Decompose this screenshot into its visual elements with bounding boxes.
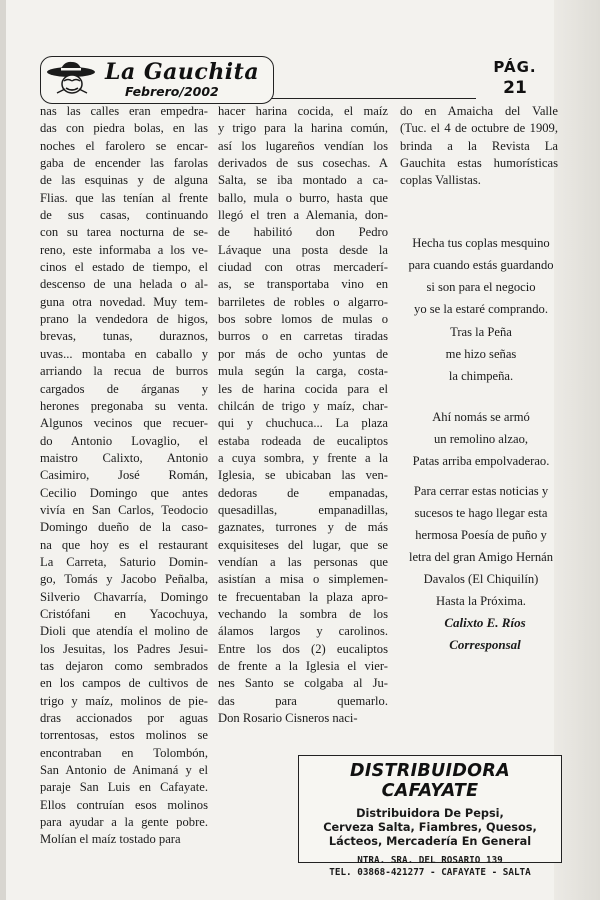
copla-line: Davalos (El Chiquilín) [423, 572, 539, 586]
text-line: así los lugareños vendían los [218, 138, 388, 153]
text-line: llegó el tren a Alemania, don- [218, 208, 388, 223]
text-line: gaznates, turrones y de más [218, 520, 388, 535]
text-line: derivados de sus cosechas. A [218, 156, 388, 171]
copla-stanza [398, 232, 564, 320]
text-line: Lávaque una posta desde la [218, 242, 388, 257]
text-line: La Carreta, Saturio Domin- [40, 554, 208, 569]
text-line: Flias. que las tenían al frente [40, 190, 208, 205]
text-line: na que hoy es el restaurant [40, 537, 208, 552]
text-line: vechando la sombra de los [218, 606, 388, 621]
text-line: nes Santo se colgaba al Ju- [218, 676, 388, 691]
text-line: Algunos vecinos que recuer- [40, 416, 208, 431]
copla-line: letra del gran Amigo Hernán [408, 550, 554, 564]
text-line: mula según la carga, costa- [218, 364, 388, 379]
text-line: Cecilio Domingo que antes [40, 485, 208, 500]
text-line: coplas Vallistas. [400, 173, 481, 188]
copla-line: Tras la Peña [450, 325, 512, 339]
ad-title: DISTRIBUIDORA CAFAYATE [350, 761, 510, 801]
text-line: Don Rosario Cisneros naci- [218, 711, 358, 726]
masthead-date: Febrero/2002 [125, 84, 219, 99]
text-line: encontraban en Tolombón, [40, 745, 208, 760]
text-line: bos sobre lomos de mulas o [218, 312, 388, 327]
text-line: Silverio Chavarría, Domingo [40, 589, 208, 604]
text-line: cargados de árganas y [40, 381, 208, 396]
text-line: Dioli que atendía el molino de [40, 624, 208, 639]
text-line: paraje San Luis en Cafayate. [40, 780, 208, 795]
copla-stanza [398, 321, 564, 387]
text-line: descenso de una helada o al- [40, 277, 208, 292]
text-line: arriando la recua de burros [40, 364, 208, 379]
text-line: en los campos de cultivos de [40, 676, 208, 691]
copla-line: Hecha tus coplas mesquino [412, 236, 550, 250]
text-line: brinda a la Revista La [400, 138, 558, 153]
article-column-1 [40, 103, 208, 849]
text-line: Domingo dueño de la caso- [40, 520, 208, 535]
header-rule [271, 98, 476, 99]
text-line: torrentosas, estos molinos se [40, 728, 208, 743]
text-line: uvas... montaba en caballo y [40, 346, 208, 361]
text-line: Casimiro, José Román, [40, 468, 208, 483]
gaucho-hat-logo-icon [45, 59, 97, 99]
text-line: les de harina cocida para el [218, 381, 388, 396]
text-line: álamos largos y carolinos. [218, 624, 388, 639]
text-line: Molían el maíz tostado para [40, 832, 181, 847]
advertisement-box [298, 755, 562, 878]
copla-line: para cuando estás guardando [408, 258, 554, 272]
copla-line: hermosa Poesía de puño y [415, 528, 547, 542]
copla-line: me hizo señas [445, 347, 517, 361]
page-edge [0, 0, 6, 900]
text-line: de sus casas, continuando [40, 208, 208, 223]
text-line: das para quemarlo. [218, 693, 388, 708]
text-line: reno, este informaba a los ve- [40, 242, 208, 257]
page-label: PÁG. [493, 58, 537, 76]
copla-line: si son para el negocio [426, 280, 536, 294]
text-line: chilcán de trigo y maíz, char- [218, 398, 388, 413]
text-line: dras accionados por aguas [40, 711, 208, 726]
copla-line: Para cerrar estas noticias y [413, 484, 549, 498]
text-line: do en Amaicha del Valle [400, 104, 558, 118]
text-line: de habilitó don Pedro [218, 225, 388, 240]
text-line: ballo, mula o burro, hasta que [218, 190, 388, 205]
text-line: Entre los dos (2) eucaliptos [218, 641, 388, 656]
text-line: a cuya sombra, y frente a la [218, 450, 388, 465]
author-name: Calixto E. Ríos [444, 615, 526, 630]
masthead-title: La Gauchita [105, 59, 260, 85]
article-column-2 [218, 103, 388, 727]
text-line: estaba rodeada de eucaliptos [218, 433, 388, 448]
ad-address: NTRA. SRA. DEL ROSARIO 139 [357, 855, 503, 866]
text-line: nas las calles eran empedra- [40, 104, 208, 118]
copla-line: yo se la estaré comprando. [414, 302, 548, 316]
text-line: por más de ocho yuntas de [218, 346, 388, 361]
text-line: y trigo para la harina común, [218, 121, 388, 136]
text-line: Salta, se iba montado a ca- [218, 173, 388, 188]
text-line: exquisiteses del lugar, que se [218, 537, 388, 552]
text-line: de las esquinas y de alguna [40, 173, 208, 188]
text-line: dedoras de empanadas, [218, 485, 388, 500]
ad-line: Cerveza Salta, Fiambres, Quesos, [323, 821, 537, 834]
copla-line: Hasta la Próxima. [436, 594, 526, 608]
text-line: noches el farolero se encar- [40, 138, 208, 153]
copla-line: sucesos te hago llegar esta [414, 506, 548, 520]
article-column-3 [400, 103, 558, 189]
text-line: cinos el estado de tiempo, el [40, 260, 208, 275]
text-line: prano la vendedora de higos, [40, 312, 208, 327]
text-line: do Antonio Lovaglio, el [40, 433, 208, 448]
copla-line: Ahí nomás se armó [432, 410, 530, 424]
text-line: gaba de encender las farolas [40, 156, 208, 171]
text-line: Iglesia, se ubicaban las ven- [218, 468, 388, 483]
text-line: ciudad con otras mercaderí- [218, 260, 388, 275]
text-line: vendían a las personas que [218, 554, 388, 569]
text-line: burros o en carretas tiradas [218, 329, 388, 344]
text-line: vivía en San Carlos, Teodocio [40, 502, 208, 517]
text-line: Cristófani en Yacochuya, [40, 606, 208, 621]
copla-line: Patas arriba empolvaderao. [412, 454, 550, 468]
ad-line: Lácteos, Mercadería En General [328, 835, 532, 848]
text-line: qui y chuchuca... La plaza [218, 416, 388, 431]
page-number-box [480, 58, 550, 98]
text-line: asistían a misa o simplemen- [218, 572, 388, 587]
text-line: Ellos contruían esos molinos [40, 797, 208, 812]
text-line: hacer harina cocida, el maíz [218, 104, 388, 118]
signature [410, 612, 560, 656]
text-line: San Antonio de Animaná y el [40, 763, 208, 778]
text-line: quesadillas, empanadillas, [218, 502, 388, 517]
text-line: herones pregonaba su venta. [40, 398, 208, 413]
text-line: das con piedra bolas, en las [40, 121, 208, 136]
text-line: maistro Calixto, Antonio [40, 450, 208, 465]
masthead [40, 56, 274, 104]
text-line: barriletes de robles o algarro- [218, 294, 388, 309]
page-number: 21 [503, 78, 527, 98]
text-line: tas dejaron como sembrados [40, 659, 208, 673]
text-line: con su tarea nocturna de se- [40, 225, 208, 240]
copla-stanza [398, 406, 564, 472]
text-line: trigo y maíz, molinos de pie- [40, 693, 208, 708]
text-line: los Jesuitas, los Padres Jesui- [40, 641, 208, 656]
text-line: para ayudar a la gente pobre. [40, 815, 208, 830]
copla-line: la chimpeña. [448, 369, 514, 383]
closing-note [398, 480, 564, 612]
text-line: guna otra novedad. Muy tem- [40, 294, 208, 309]
text-line: brevas, tunas, duraznos, [40, 329, 208, 344]
text-line: (Tuc. el 4 de octubre de 1909, [400, 121, 558, 136]
author-role: Corresponsal [449, 637, 521, 652]
copla-line: un remolino alzao, [433, 432, 529, 446]
text-line: te frecuentaban la plaza apro- [218, 589, 388, 604]
text-line: Gauchita estas humorísticas [400, 155, 558, 170]
text-line: go, Tomás y Jacobo Peñalba, [40, 572, 208, 587]
text-line: as, se transportaba vino en [218, 277, 388, 292]
ad-line: Distribuidora De Pepsi, [356, 807, 504, 820]
text-line: de frente a la Iglesia el vier- [218, 659, 388, 673]
ad-contact: TEL. 03868-421277 - CAFAYATE - SALTA [329, 867, 531, 878]
